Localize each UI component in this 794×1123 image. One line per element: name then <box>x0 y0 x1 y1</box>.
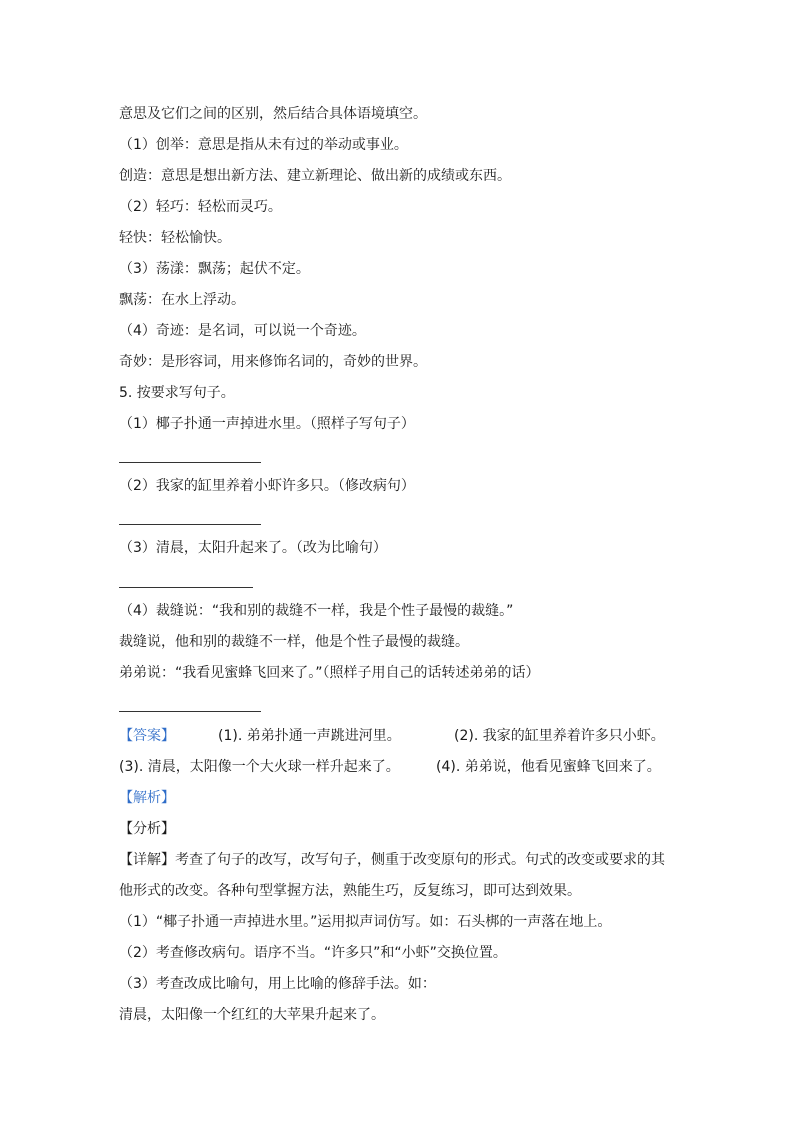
answer-item: (1). 弟弟扑通一声跳进河里。 <box>218 728 401 744</box>
answer-item: (4). 弟弟说，他看见蜜蜂飞回来了。 <box>436 759 661 775</box>
question-item: （2）我家的缸里养着小虾许多只。（修改病句） <box>119 478 415 494</box>
question-item: （3）清晨，太阳升起来了。（改为比喻句） <box>119 540 387 556</box>
detail-paragraph <box>119 850 665 870</box>
text-line: 意思及它们之间的区别，然后结合具体语境填空。 <box>119 106 427 122</box>
text-line: 创造：意思是想出新方法、建立新理论、做出新的成绩或东西。 <box>119 168 511 184</box>
answer-blank[interactable] <box>119 711 261 712</box>
note-line: （2）考查修改病句。语序不当。“许多只”和“小虾”交换位置。 <box>119 945 507 961</box>
answer-blank[interactable] <box>119 587 253 588</box>
answer-tag: 【答案】 <box>119 728 175 744</box>
answer-item: (3). 清晨，太阳像一个大火球一样升起来了。 <box>119 759 400 775</box>
text-line: （3）荡漾：飘荡；起伏不定。 <box>119 261 310 277</box>
note-line: 清晨，太阳像一个红红的大苹果升起来了。 <box>119 1007 385 1023</box>
question-heading: 5. 按要求写句子。 <box>119 385 235 401</box>
question-item: （4）裁缝说：“我和别的裁缝不一样，我是个性子最慢的裁缝。” <box>119 603 514 619</box>
text-line: 奇妙：是形容词，用来修饰名词的，奇妙的世界。 <box>119 354 427 370</box>
detail-paragraph: 他形式的改变。各种句型掌握方法，熟能生巧，反复练习，即可达到效果。 <box>119 883 581 899</box>
note-line: （1）“椰子扑通一声掉进水里。”运用拟声词仿写。如：石头梆的一声落在地上。 <box>119 914 612 930</box>
text-line: （1）创举：意思是指从未有过的举动或事业。 <box>119 137 408 153</box>
detail-tag: 【详解】 <box>119 852 175 868</box>
answer-item: (2). 我家的缸里养着许多只小虾。 <box>454 728 665 744</box>
answer-blank[interactable] <box>119 462 261 463</box>
text-line: 轻快：轻松愉快。 <box>119 230 231 246</box>
analysis-subtag: 【分析】 <box>119 821 175 837</box>
detail-text: 考查了句子的改写，改写句子，侧重于改变原句的形式。句式的改变或要求的其 <box>175 852 665 868</box>
text-line: （2）轻巧：轻松而灵巧。 <box>119 199 282 215</box>
question-item: 弟弟说：“我看见蜜蜂飞回来了。”（照样子用自己的话转述弟弟的话） <box>119 665 540 681</box>
analysis-tag: 【解析】 <box>119 790 175 806</box>
note-line: （3）考查改成比喻句，用上比喻的修辞手法。如： <box>119 976 436 992</box>
text-line: 裁缝说，他和别的裁缝不一样，他是个性子最慢的裁缝。 <box>119 634 469 650</box>
text-line: （4）奇迹：是名词，可以说一个奇迹。 <box>119 323 366 339</box>
question-item: （1）椰子扑通一声掉进水里。（照样子写句子） <box>119 416 415 432</box>
answer-blank[interactable] <box>119 524 261 525</box>
text-line: 飘荡：在水上浮动。 <box>119 292 245 308</box>
